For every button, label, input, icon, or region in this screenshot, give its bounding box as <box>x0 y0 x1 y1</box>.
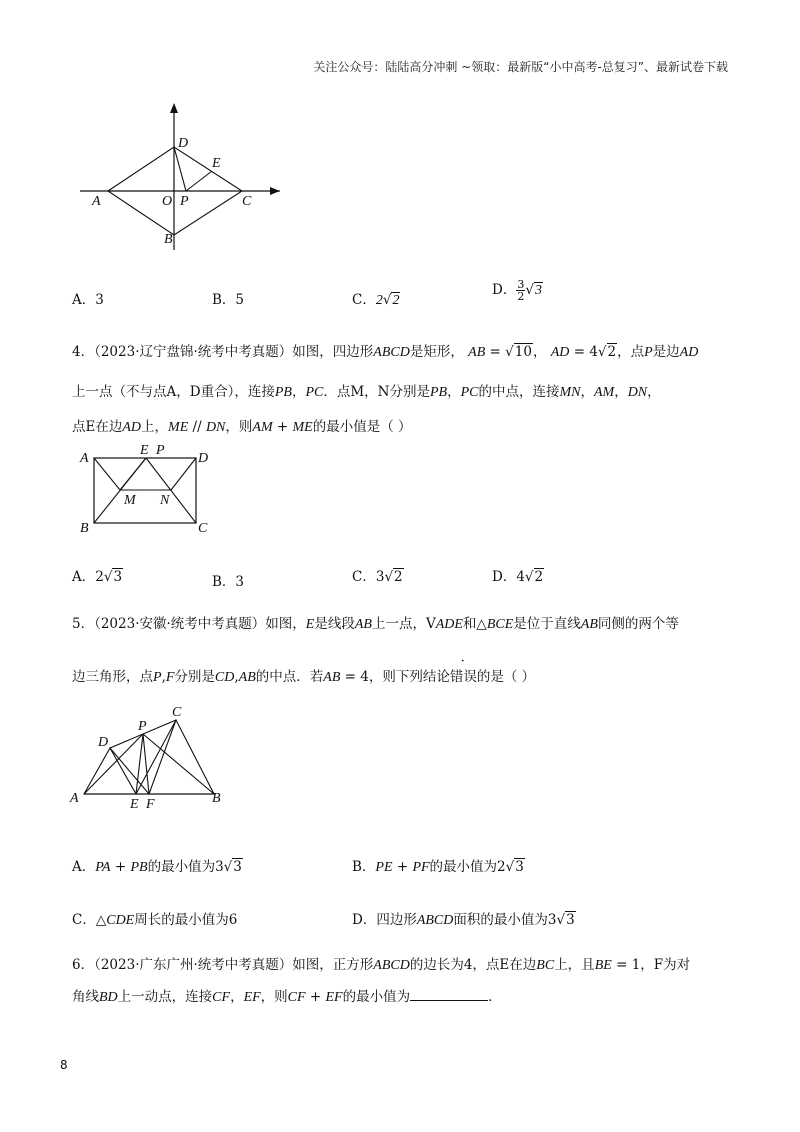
q3-option-a: A．3 <box>72 292 104 308</box>
q5-option-c: C．△CDE周长的最小值为6 <box>72 912 238 928</box>
q4-rectangle-figure <box>74 440 224 540</box>
q6-line-2: 角线BD上一动点，连接CF，EF，则CF + EF的最小值为 ． <box>72 989 502 1005</box>
q4-label-m: M <box>124 493 136 508</box>
q3-label-b: B <box>164 232 173 247</box>
q3-option-d: D． $\frac{3}{2}$ √3 <box>492 278 542 303</box>
q5-option-d: D．四边形ABCD面积的最小值为3√3 <box>352 912 575 928</box>
q4-line-2: 上一点（不与点A，D重合），连接PB，PC．点M，N分别是PB，PC的中点，连接MN，AM，DN， <box>72 384 661 400</box>
q4-line-1: 4．（2023·辽宁盘锦·统考中考真题）如图，四边形ABCD是矩形， AB = √10， AD = 4√2，点P是边AD <box>72 344 699 360</box>
q5-line-2: 边三角形，点P,F分别是CD,AB的中点．若AB = 4，则下列结论错误的是（ ） <box>72 669 536 685</box>
q3-label-d: D <box>178 136 189 151</box>
q4-label-c: C <box>198 521 208 536</box>
q6-line-1: 6．（2023·广东广州·统考中考真题）如图，正方形ABCD的边长为4，点E在边BC上，且BE = 1，F为对 <box>72 957 691 973</box>
q3-label-e: E <box>212 156 221 171</box>
q4-option-b: B．3 <box>212 574 245 590</box>
q5-label-c: C <box>172 705 182 720</box>
q3-label-c: C <box>242 194 252 209</box>
q4-line-3: 点E在边AD上，ME // DN，则AM + ME的最小值是（ ） <box>72 419 412 435</box>
q5-label-a: A <box>70 791 79 806</box>
q4-label-e: E <box>140 443 149 458</box>
q3-option-b: B．5 <box>212 292 245 308</box>
q3-label-a: A <box>92 194 101 209</box>
q5-label-d: D <box>98 735 109 750</box>
q4-option-c: C．3√2 <box>352 569 403 585</box>
q5-label-b: B <box>212 791 221 806</box>
q3-rhombus-figure <box>70 95 300 255</box>
q3-label-p: P <box>180 194 189 209</box>
q4-option-d: D．4√2 <box>492 569 544 585</box>
q4-label-p: P <box>156 443 165 458</box>
q4-option-a: A．2√3 <box>72 569 123 585</box>
q5-triangles-figure <box>68 700 238 815</box>
q6-answer-blank[interactable] <box>410 988 488 1001</box>
page-number: 8 <box>60 1058 68 1072</box>
q3-label-o: O <box>162 194 173 209</box>
q4-label-d: D <box>198 451 209 466</box>
q4-label-n: N <box>160 493 170 508</box>
q5-label-e: E <box>130 797 139 812</box>
q5-label-p: P <box>138 719 147 734</box>
q4-label-a: A <box>80 451 89 466</box>
q5-option-b: B．PE + PF的最小值为2√3 <box>352 859 524 875</box>
q5-option-a: A．PA + PB的最小值为3√3 <box>72 859 242 875</box>
q5-label-f: F <box>146 797 155 812</box>
q5-line-1: 5．（2023·安徽·统考中考真题）如图，E是线段AB上一点，VADE和△BCE是位于直线AB同侧的两个等 <box>72 616 679 632</box>
page-header: 关注公众号：陆陆高分冲刺 ~领取：最新版“小中高考-总复习”、最新试卷下载 <box>313 60 728 74</box>
q3-option-c: C．2√2 <box>352 292 400 308</box>
q4-label-b: B <box>80 521 89 536</box>
